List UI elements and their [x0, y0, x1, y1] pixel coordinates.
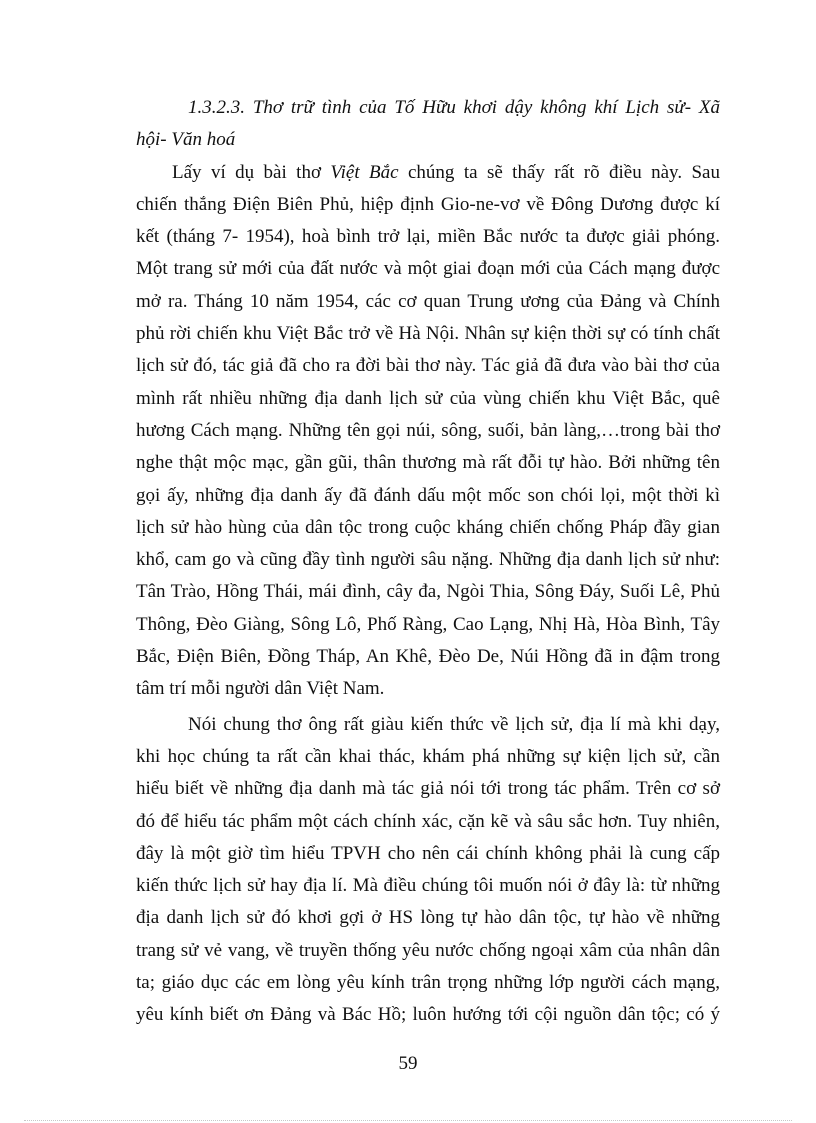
paragraph-1-line: Tân Trào, Hồng Thái, mái đình, cây đa, Ngòi Thia, Sông Đáy, Suối Lê, Phủ	[136, 581, 720, 603]
paragraph-1-line: chiến thắng Điện Biên Phủ, hiệp định Gio-ne-vơ về Đông Dương được kí	[136, 193, 720, 215]
paragraph-1-line: tâm trí mỗi người dân Việt Nam.	[136, 678, 385, 700]
poem-title: Việt Bắc	[330, 161, 399, 183]
paragraph-1-line: phủ rời chiến khu Việt Bắc trở về Hà Nội. Nhân sự kiện thời sự có tính chất	[136, 323, 720, 345]
paragraph-2-line: trang sử vẻ vang, về truyền thống yêu nước chống ngoại xâm của nhân dân	[136, 939, 720, 961]
paragraph-1-line: Thông, Đèo Giàng, Sông Lô, Phố Ràng, Cao Lạng, Nhị Hà, Hòa Bình, Tây	[136, 613, 720, 635]
paragraph-1-line: kết (tháng 7- 1954), hoà bình trở lại, miền Bắc nước ta được giải phóng.	[136, 226, 720, 248]
paragraph-1-line: Một trang sử mới của đất nước và một giai đoạn mới của Cách mạng được	[136, 258, 720, 280]
paragraph-1-line: hương Cách mạng. Những tên gọi núi, sông, suối, bản làng,…trong bài thơ	[136, 419, 720, 441]
paragraph-2-line: kiến thức lịch sử hay địa lí. Mà điều chúng tôi muốn nói ở đây là: từ những	[136, 875, 720, 897]
paragraph-2-line: đây là một giờ tìm hiểu TPVH cho nên cái chính không phải là cung cấp	[136, 842, 720, 864]
page-number: 59	[398, 1053, 418, 1074]
paragraph-1-line: mở ra. Tháng 10 năm 1954, các cơ quan Trung ương của Đảng và Chính	[136, 290, 720, 312]
paragraph-1-text: chúng ta sẽ thấy rất rõ điều này. Sau	[398, 161, 720, 183]
section-heading-line-1: 1.3.2.3. Thơ trữ tình của Tố Hữu khơi dậy không khí Lịch sử- Xã	[188, 97, 720, 118]
paragraph-2-line: địa danh lịch sử đó khơi gợi ở HS lòng tự hào dân tộc, tự hào về những	[136, 907, 720, 929]
paragraph-1-line: lịch sử đó, tác giả đã cho ra đời bài thơ này. Tác giả đã đưa vào bài thơ của	[136, 355, 720, 377]
paragraph-2-line: Nói chung thơ ông rất giàu kiến thức về lịch sử, địa lí mà khi dạy,	[188, 713, 720, 735]
paragraph-2-line: yêu kính biết ơn Đảng và Bác Hồ; luôn hướng tới cội nguồn dân tộc; có ý	[136, 1004, 720, 1026]
paragraph-2-line: khi học chúng ta rất cần khai thác, khám phá những sự kiện lịch sử, cần	[136, 745, 720, 767]
paragraph-2-line: đó để hiểu tác phẩm một cách chính xác, cặn kẽ và sâu sắc hơn. Tuy nhiên,	[136, 810, 720, 832]
paragraph-1-line: lịch sử hào hùng của dân tộc trong cuộc kháng chiến chống Pháp đầy gian	[136, 516, 720, 538]
paragraph-1-line-1	[136, 157, 720, 189]
body-text	[136, 92, 720, 1032]
paragraph-1-line: khổ, cam go và cũng đầy tình người sâu nặng. Những địa danh lịch sử như:	[136, 549, 720, 571]
paragraph-1-line: Bắc, Điện Biên, Đồng Tháp, An Khê, Đèo De, Núi Hồng đã in đậm trong	[136, 646, 720, 668]
paragraph-2-line: hiểu biết về những địa danh mà tác giả nói tới trong tác phẩm. Trên cơ sở	[136, 778, 720, 800]
section-heading-line-2: hội- Văn hoá	[136, 129, 236, 151]
paragraph-2-line: ta; giáo dục các em lòng yêu kính trân trọng những lớp người cách mạng,	[136, 972, 720, 994]
paragraph-1-line: nghe thật mộc mạc, gần gũi, thân thương mà rất đỗi tự hào. Bởi những tên	[136, 452, 720, 474]
page-bottom-divider	[24, 1120, 792, 1121]
paragraph-1-line: gọi ấy, những địa danh ấy đã đánh dấu một mốc son chói lọi, một thời kì	[136, 484, 720, 506]
paragraph-1-text: Lấy ví dụ bài thơ	[172, 161, 331, 183]
paragraph-1-line: mình rất nhiều những địa danh lịch sử của vùng chiến khu Việt Bắc, quê	[136, 387, 720, 409]
